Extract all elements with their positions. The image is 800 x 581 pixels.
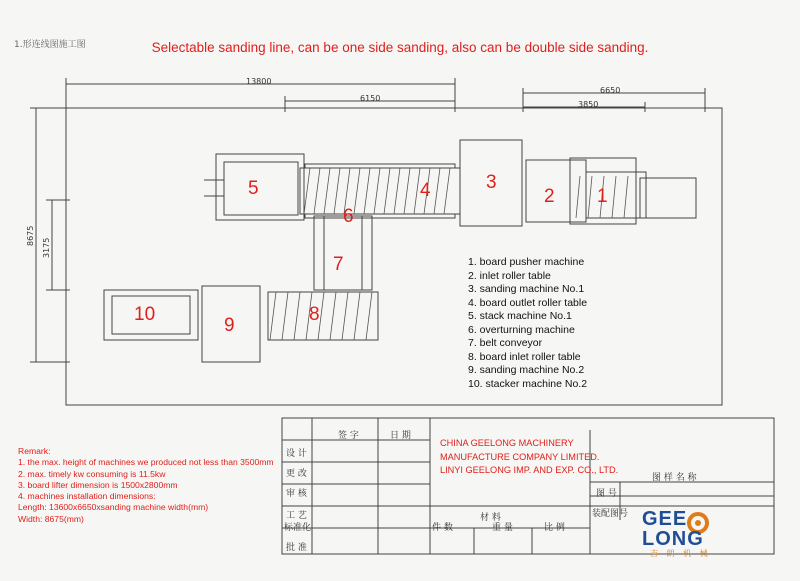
- remark-line: 2. max. timely kw consuming is 11.5kw: [18, 468, 166, 479]
- dim-width-part: 3175: [42, 237, 51, 258]
- machine-5-box: [224, 162, 298, 215]
- logo-line2: LONG: [642, 528, 704, 550]
- drawing-name-label: 图 样 名 称: [652, 473, 697, 483]
- dim-length-b: 6650: [600, 86, 621, 95]
- machine-number-5: 5: [248, 178, 259, 199]
- machine-number-4: 4: [420, 180, 431, 201]
- dim-width-total: 8675: [26, 225, 35, 246]
- machine-2-box: [526, 160, 586, 222]
- legend-item: 2. inlet roller table: [468, 269, 551, 282]
- legend-item: 8. board inlet roller table: [468, 350, 581, 363]
- company-line: LINYI GEELONG IMP. AND EXP. CO., LTD.: [440, 465, 619, 475]
- remark-line: 4. machines installation dimensions:: [18, 491, 156, 502]
- machine-number-7: 7: [333, 254, 344, 275]
- legend-item: 10. stacker machine No.2: [468, 377, 588, 390]
- page-title: Selectable sanding line, can be one side sanding, also can be double side sanding.: [151, 40, 649, 55]
- legend-item: 1. board pusher machine: [468, 256, 585, 268]
- dim-total-length: 13800: [246, 77, 272, 86]
- machine-number-6: 6: [343, 206, 354, 227]
- legend-item: 7. belt conveyor: [468, 337, 543, 349]
- remark-line: Width: 8675(mm): [18, 513, 84, 524]
- remark-line: 1. the max. height of machines we produced not less than 3500mm: [18, 457, 274, 468]
- company-line: CHINA GEELONG MACHINERY: [440, 438, 574, 448]
- legend-item: 4. board outlet roller table: [468, 296, 588, 309]
- drawing-caption: 1.形连线图施工图: [14, 40, 86, 50]
- legend-item: 3. sanding machine No.1: [468, 283, 585, 295]
- legend-item: 6. overturning machine: [468, 323, 575, 336]
- row-label: 设 计: [286, 449, 307, 459]
- logo-subtitle: 吉 朗 机 械: [650, 549, 711, 558]
- company-line: MANUFACTURE COMPANY LIMITED.: [440, 451, 600, 462]
- row-label: 更 改: [286, 469, 307, 479]
- col-date: 日 期: [390, 431, 411, 441]
- machine-number-3: 3: [486, 172, 497, 193]
- machine-number-9: 9: [224, 315, 235, 336]
- machine-number-1: 1: [597, 186, 608, 207]
- machine-number-8: 8: [309, 304, 320, 325]
- remark-line: 3. board lifter dimension is 1500x2800mm: [18, 479, 178, 490]
- col-sign: 签 字: [338, 431, 359, 441]
- company-info: [440, 437, 618, 478]
- row-label: 批 准: [286, 543, 307, 553]
- drawing-no-label: 图 号: [596, 489, 617, 499]
- dim-length-c: 3850: [578, 100, 599, 109]
- dim-length-a: 6150: [360, 94, 381, 103]
- remark-line: Remark:: [18, 446, 51, 456]
- legend-item: 9. sanding machine No.2: [468, 364, 585, 376]
- assembly-no-label: 装配图号: [592, 509, 629, 519]
- machine-number-10: 10: [134, 304, 156, 325]
- machine-number-2: 2: [544, 186, 555, 207]
- row-label: 标准化: [284, 523, 312, 533]
- legend-item: 5. stack machine No.1: [468, 310, 572, 322]
- material-label: 材 料: [480, 513, 501, 523]
- pieces-label: 件 数: [432, 523, 453, 533]
- workshop-outline: [66, 108, 722, 405]
- remark-line: Length: 13600x6650xsanding machine width(mm): [18, 502, 209, 513]
- row-label: 审 核: [286, 489, 307, 499]
- roller-table-4: [300, 168, 460, 214]
- remark-block: [18, 446, 274, 525]
- row-label: 工 艺: [286, 511, 307, 521]
- logo-line1: GEE: [642, 508, 688, 530]
- scale-label: 比 例: [544, 523, 565, 533]
- machine-legend: [468, 256, 587, 391]
- weight-label: 重 量: [492, 523, 513, 533]
